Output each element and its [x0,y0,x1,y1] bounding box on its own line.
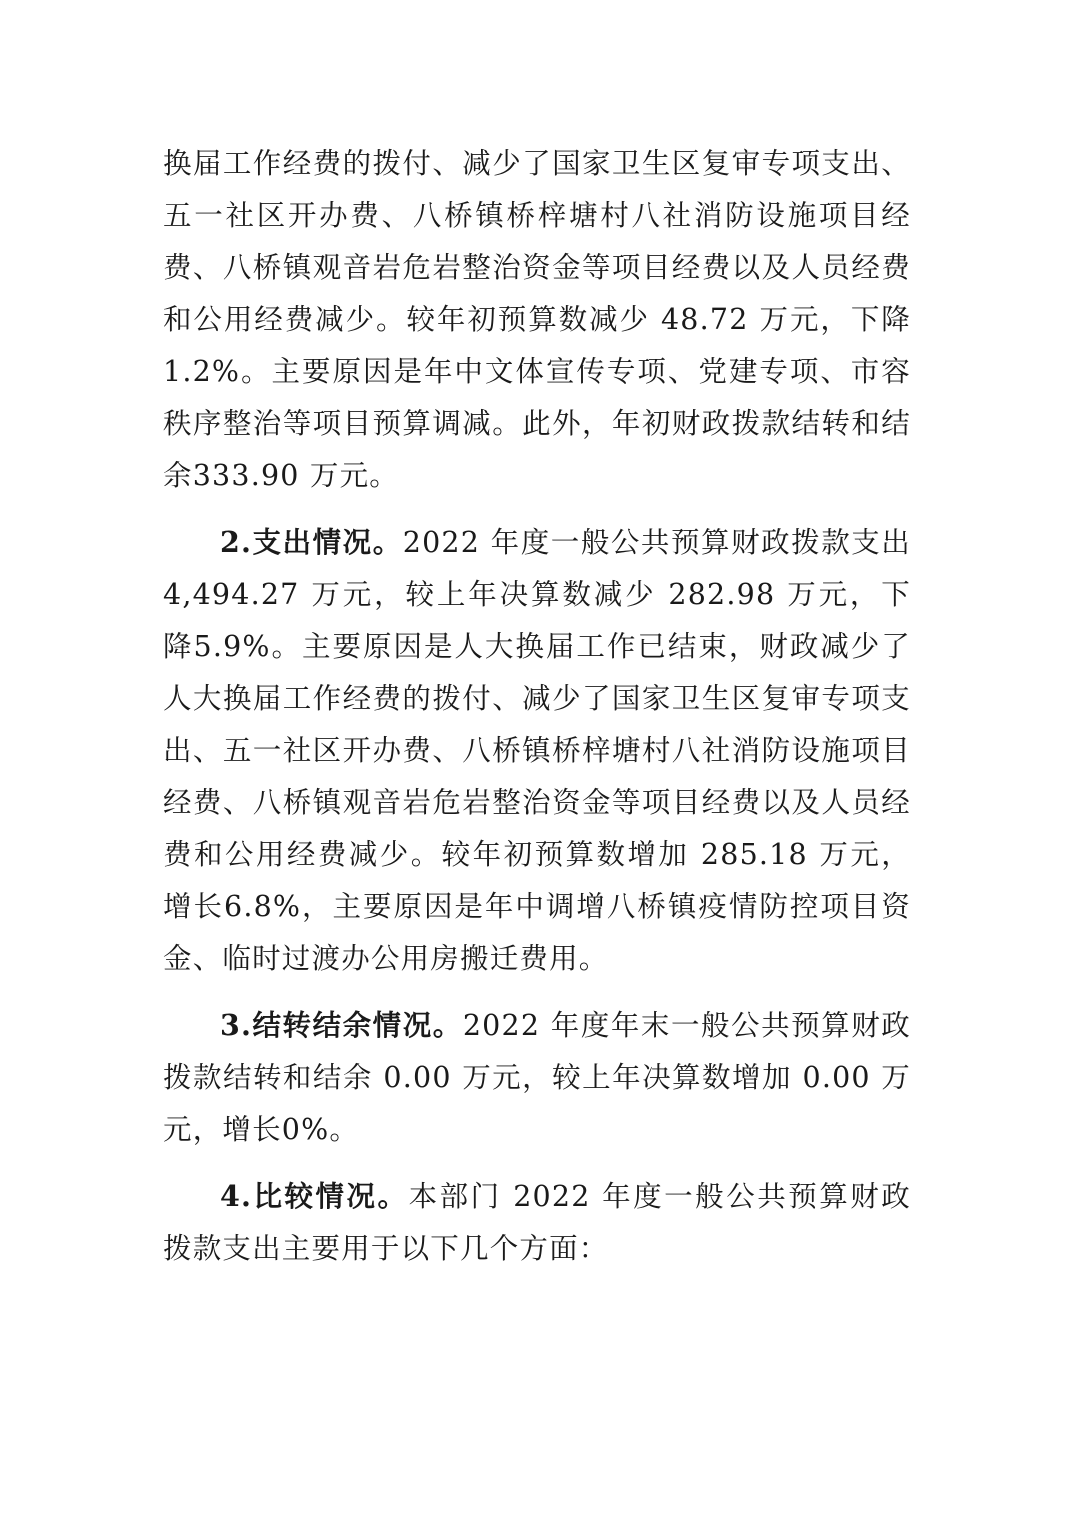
paragraph-comparison [163,1170,911,1275]
paragraph-text: 2022 年度年末一般公共预算财政拨款结转和结余 0.00 万元，较上年决算数增加 0.00 万元，增长0%。 [163,1009,911,1146]
paragraph-text: 本部门 2022 年度一般公共预算财政拨款支出主要用于以下几个方面： [163,1180,912,1265]
document-body [163,138,911,1275]
paragraph-continuation [163,138,911,502]
paragraph-heading: 3.结转结余情况。 [220,1008,463,1042]
paragraph-carryover [163,999,911,1156]
paragraph-heading: 4.比较情况。 [220,1179,409,1213]
paragraph-text: 2022 年度一般公共预算财政拨款支出4,494.27 万元，较上年决算数减少 282.98 万元，下降5.9%。主要原因是人大换届工作已结束，财政减少了人大换届工作经费的拨付、减少了国家卫生区复审专项支出、五一社区开办费、八桥镇桥梓塘村八社消防设施项目经费、八桥镇观音岩危岩整治资金等项目经费以及人员经费和公用经费减少。较年初预算数增加 285.18 万元，增长6.8%，主要原因是年中调增八桥镇疫情防控项目资金、临时过渡办公用房搬迁费用。 [163,526,912,975]
paragraph-expenditure [163,516,911,985]
paragraph-text: 换届工作经费的拨付、减少了国家卫生区复审专项支出、五一社区开办费、八桥镇桥梓塘村八社消防设施项目经费、八桥镇观音岩危岩整治资金等项目经费以及人员经费和公用经费减少。较年初预算数减少 48.72 万元，下降1.2%。主要原因是年中文体宣传专项、党建专项、市容秩序整治等项目预算调减。此外，年初财政拨款结转和结余333.90 万元。 [163,147,911,492]
paragraph-heading: 2.支出情况。 [220,525,403,559]
